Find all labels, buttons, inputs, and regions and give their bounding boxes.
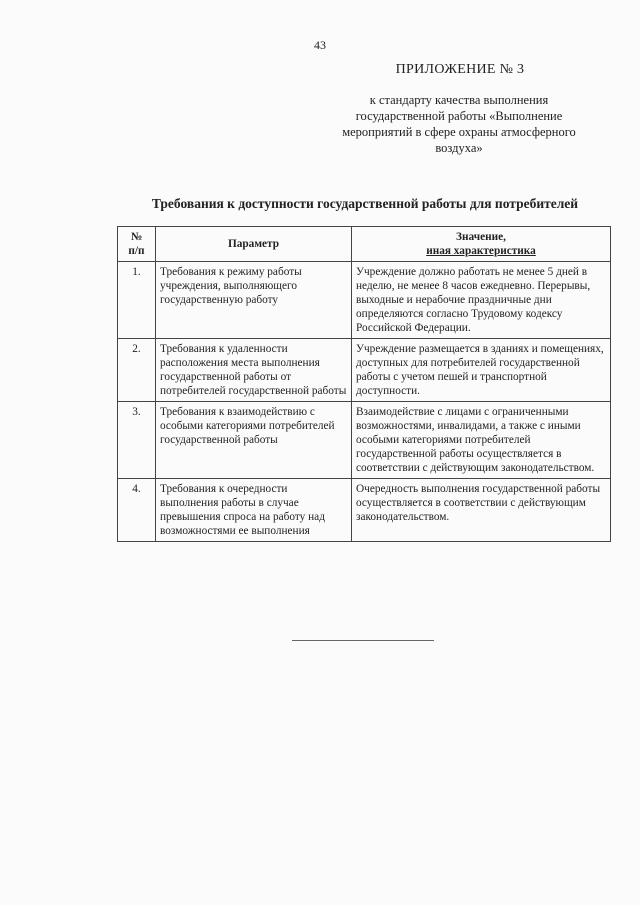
row-param: Требования к очередности выполнения работы в случае превышения спроса на работу над возможностями ее выполнения (156, 479, 352, 542)
row-num: 4. (118, 479, 156, 542)
header-param: Параметр (156, 227, 352, 262)
header-num (118, 227, 156, 262)
row-value: Очередность выполнения государственной работы осуществляется в соответствии с действующим законодательством. (352, 479, 611, 542)
table-header-row (118, 227, 611, 262)
footer-divider (292, 640, 434, 641)
appendix-title: ПРИЛОЖЕНИЕ № 3 (395, 62, 525, 77)
header-num-line2: п/п (128, 245, 145, 257)
header-value-line1: Значение, (456, 231, 506, 243)
appendix-subtitle: к стандарту качества выполнения государственной работы «Выполнение мероприятий в сфере охраны атмосферного воздуха» (342, 93, 576, 155)
row-param: Требования к удаленности расположения места выполнения государственной работы от потребителей государственной работы (156, 339, 352, 402)
page-number: 43 (314, 38, 326, 52)
header-num-line1: № (130, 231, 143, 243)
document-heading: Требования к доступности государственной работы для потребителей (151, 196, 579, 211)
table-row (118, 402, 611, 479)
row-num: 3. (118, 402, 156, 479)
table-row (118, 479, 611, 542)
requirements-table (117, 226, 611, 542)
row-num: 1. (118, 262, 156, 339)
row-value: Взаимодействие с лицами с ограниченными возможностями, инвалидами, а также с иными особыми категориями потребителей государственной работы осуществляется в соответствии с действующим законодательством. (352, 402, 611, 479)
header-value-line2: иная характеристика (426, 245, 536, 257)
header-value (352, 227, 611, 262)
row-num: 2. (118, 339, 156, 402)
table-row (118, 339, 611, 402)
table-row (118, 262, 611, 339)
row-param: Требования к взаимодействию с особыми категориями потребителей государственной работы (156, 402, 352, 479)
row-value: Учреждение размещается в зданиях и помещениях, доступных для потребителей государственной работы с учетом пешей и транспортной доступности. (352, 339, 611, 402)
row-value: Учреждение должно работать не менее 5 дней в неделю, не менее 8 часов ежедневно. Перерывы, выходные и нерабочие праздничные дни определяются согласно Трудовому кодексу Российской Федерации. (352, 262, 611, 339)
row-param: Требования к режиму работы учреждения, выполняющего государственную работу (156, 262, 352, 339)
